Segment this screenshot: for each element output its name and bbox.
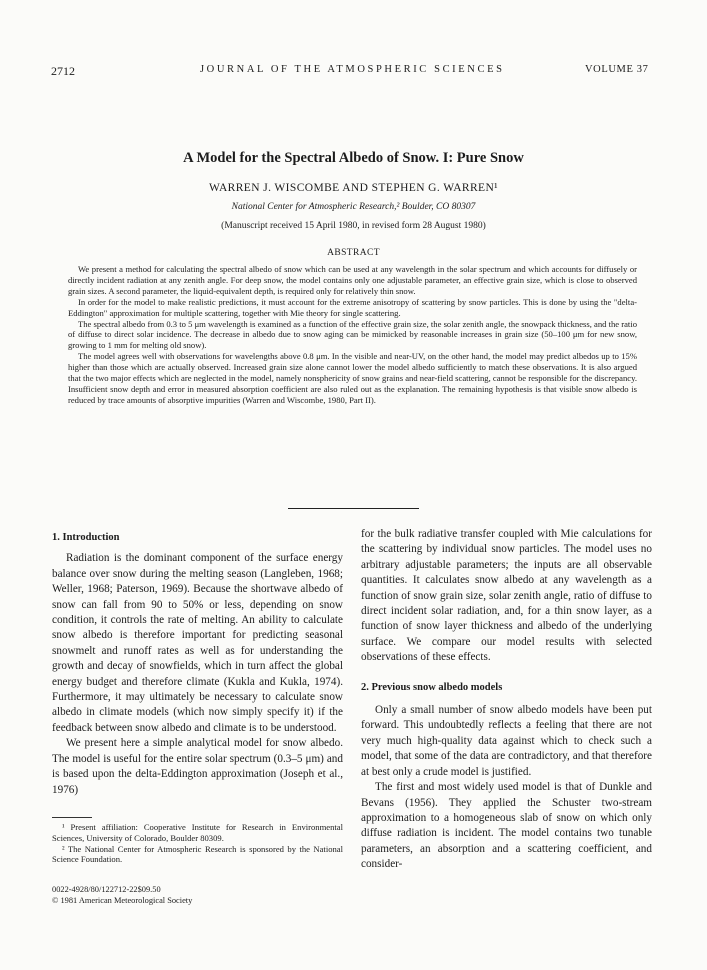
body-paragraph: Radiation is the dominant component of the surface energy balance over snow during the melting season (Langleben, 1968; Weller, 1968; Paterson, 1969). Because the shortwave albedo of snow can fall from 90 to 50% or less, depending on snow condition, it controls the rate of melting. An ability to calculate snow albedo is therefore important for predicting seasonal snowmelt and runoff rates as well as for understanding the growth and decay of snowfields, which in turn affect the global energy budget and therefore climate (Kukla and Kukla, 1974). Furthermore, it may ultimately be necessary to calculate snow albedo in climate models (which now simply specify it) if the feedback between snow albedo and climate is to be understood. — [52, 552, 343, 734]
abstract-paragraph: In order for the model to make realistic predictions, it must account for the extreme anisotropy of scattering by snow particles. This is done by using the "delta-Eddington" approximation for multiple scattering, together with Mie theory for single scattering. — [68, 296, 637, 318]
footnote: ¹ Present affiliation: Cooperative Institute for Research in Environmental Sciences, University of Colorado, Boulder 80309. — [52, 822, 343, 843]
abstract-paragraph: We present a method for calculating the spectral albedo of snow which can be used at any wavelength in the solar spectrum and which accounts for diffusely or directly incident radiation at any zenith angle. For deep snow, the model contains only one adjustable parameter, an effective grain size, which is close to observed grain sizes. A second parameter, the liquid-equivalent depth, is required only for relatively thin snow. — [68, 264, 637, 296]
separator-rule — [288, 508, 419, 509]
copyright: © 1981 American Meteorological Society — [52, 896, 193, 905]
footnote-rule — [52, 817, 92, 818]
section-heading-introduction: 1. Introduction — [52, 532, 120, 543]
publication-info — [52, 884, 343, 906]
volume-label: VOLUME 37 — [585, 64, 649, 75]
footnotes — [52, 822, 343, 865]
journal-title: JOURNAL OF THE ATMOSPHERIC SCIENCES — [200, 64, 505, 75]
abstract-body — [68, 264, 637, 406]
body-paragraph: Only a small number of snow albedo models have been put forward. This undoubtedly reflects a feeling that there are not very much high-quality data against which to check such a model, that some of the data are contradictory, and that therefore at best only a crude model is justified. — [361, 704, 652, 778]
paper-title: A Model for the Spectral Albedo of Snow. I: Pure Snow — [183, 150, 524, 166]
footnote: ² The National Center for Atmospheric Research is sponsored by the National Science Foundation. — [52, 843, 343, 865]
abstract-heading: ABSTRACT — [327, 248, 380, 258]
body-paragraph-continued: for the bulk radiative transfer coupled with Mie calculations for the scattering by individual snow particles. The model uses no arbitrary adjustable parameters; the inputs are all observable quantities. It calculates snow albedo at any wavelength as a function of snow grain size, solar zenith angle, ratio of diffuse to direct incident solar radiation, and, for a thin snow layer, as a function of snow layer thickness and albedo of the underlying surface. We compare our model results with selected observations of these effects. — [361, 528, 652, 664]
authors: WARREN J. WISCOMBE AND STEPHEN G. WARREN¹ — [208, 182, 499, 194]
right-column — [361, 527, 652, 873]
affiliation: National Center for Atmospheric Research,² Boulder, CO 80307 — [231, 202, 476, 212]
body-paragraph: We present here a simple analytical model for snow albedo. The model is useful for the entire solar spectrum (0.3–5 μm) and is based upon the delta-Eddington approximation (Joseph et al., 1976) — [52, 737, 343, 796]
page-number: 2712 — [51, 64, 75, 78]
abstract-paragraph: The spectral albedo from 0.3 to 5 μm wavelength is examined as a function of the effective grain size, the solar zenith angle, the snowpack thickness, and the ratio of diffuse to direct solar incidence. The decrease in albedo due to snow aging can be mimicked by reasonable increases in grain size (50–100 μm for new snow, growing to 1 mm for melting old snow). — [68, 318, 637, 351]
body-paragraph: The first and most widely used model is that of Dunkle and Bevans (1956). They applied the Schuster two-stream approximation to a homogeneous slab of snow on which only diffuse radiation is incident. The model contains two tunable parameters, an absorption and a scattering coefficient, and consider- — [361, 781, 652, 871]
abstract-paragraph: The model agrees well with observations for wavelengths above 0.8 μm. In the visible and near-UV, on the other hand, the model may predict albedos up to 15% higher than those which are actually observed. Increased grain size alone cannot lower the model albedo sufficiently to match these observations. It is also argued that the two major effects which are neglected in the model, namely nonsphericity of snow grains and near-field scattering, cannot be responsible for the discrepancy. Insufficient snow depth and error in measured absorption coefficient are also ruled out as the explanation. The remaining hypothesis is that visible snow albedo is reduced by trace amounts of absorptive impurities (Warren and Wiscombe, 1980, Part II). — [68, 351, 637, 405]
issn-code: 0022-4928/80/122712-22$09.50 — [52, 885, 161, 894]
manuscript-dates: (Manuscript received 15 April 1980, in revised form 28 August 1980) — [221, 221, 486, 231]
section-heading-previous-models: 2. Previous snow albedo models — [361, 681, 503, 693]
left-column — [52, 530, 343, 798]
